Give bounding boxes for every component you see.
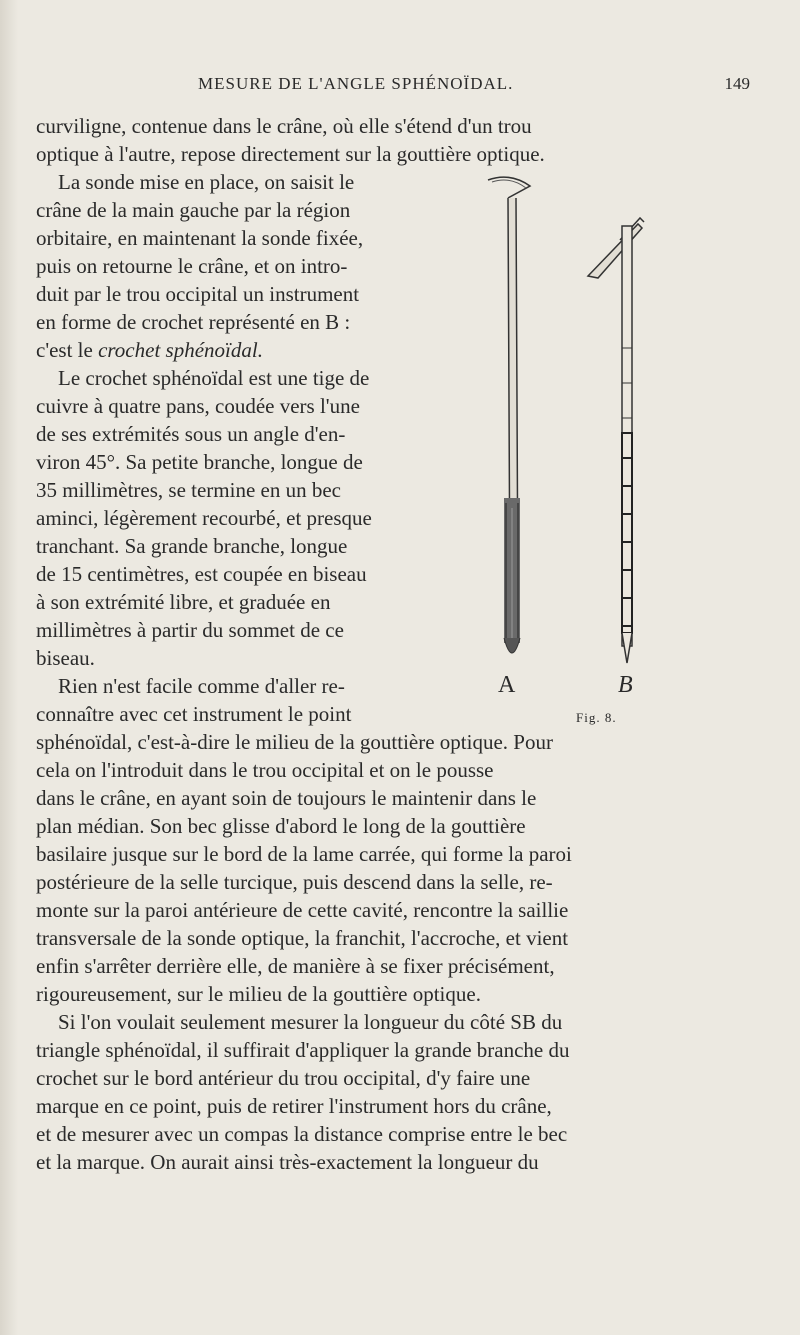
- text-line: monte sur la paroi antérieure de cette cavité, rencontre la saillie: [36, 898, 569, 922]
- text-line: en forme de crochet représenté en B :: [36, 310, 351, 334]
- text-line: enfin s'arrêter derrière elle, de manière à se fixer précisément,: [36, 954, 555, 978]
- text-line: cela on l'introduit dans le trou occipital et on le pousse: [36, 758, 494, 782]
- text-line: transversale de la sonde optique, la franchit, l'accroche, et vient: [36, 926, 569, 950]
- text-line: postérieure de la selle turcique, puis descend dans la selle, re-: [36, 870, 553, 894]
- text-line: et de mesurer avec un compas la distance comprise entre le bec: [36, 1122, 568, 1146]
- text-line: biseau.: [36, 646, 95, 670]
- text-line: à son extrémité libre, et graduée en: [36, 590, 331, 614]
- page-header: [60, 66, 750, 96]
- text-line: duit par le trou occipital un instrument: [36, 282, 360, 306]
- book-spine-shadow: [0, 0, 18, 1335]
- instrument-illustration: [470, 168, 670, 728]
- term-crochet-sphenoidal: crochet sphénoïdal.: [98, 338, 263, 362]
- text-line: plan médian. Son bec glisse d'abord le long de la gouttière: [36, 814, 526, 838]
- probe-a-drawing: [488, 177, 530, 653]
- text-line: marque en ce point, puis de retirer l'instrument hors du crâne,: [36, 1094, 552, 1118]
- text-line: [36, 336, 263, 364]
- text-line: 35 millimètres, se termine en un bec: [36, 478, 341, 502]
- text-line: cuivre à quatre pans, coudée vers l'une: [36, 394, 360, 418]
- figure-label-a: A: [498, 672, 516, 698]
- text-line: millimètres à partir du sommet de ce: [36, 618, 344, 642]
- text-line: La sonde mise en place, on saisit le: [58, 170, 355, 194]
- figure-8: [470, 168, 670, 758]
- figure-label-b: B: [618, 672, 633, 698]
- text-line: puis on retourne le crâne, et on intro-: [36, 254, 348, 278]
- text-line: Si l'on voulait seulement mesurer la longueur du côté SB du: [58, 1010, 563, 1034]
- figure-caption: Fig. 8.: [576, 710, 617, 725]
- text-line: de ses extrémités sous un angle d'en-: [36, 422, 346, 446]
- text-line: triangle sphénoïdal, il suffirait d'appliquer la grande branche du: [36, 1038, 570, 1062]
- running-title: MESURE DE L'ANGLE SPHÉNOÏDAL.: [198, 74, 514, 93]
- text-line: crochet sur le bord antérieur du trou occipital, d'y faire une: [36, 1066, 531, 1090]
- text-line: aminci, légèrement recourbé, et presque: [36, 506, 372, 530]
- text-line: dans le crâne, en ayant soin de toujours le maintenir dans le: [36, 786, 537, 810]
- text-line: tranchant. Sa grande branche, longue: [36, 534, 348, 558]
- text-line: crâne de la main gauche par la région: [36, 198, 351, 222]
- text-line: curviligne, contenue dans le crâne, où elle s'étend d'un trou: [36, 114, 532, 138]
- text-span: c'est le: [36, 338, 99, 362]
- crochet-b-drawing: [588, 218, 644, 663]
- text-line: basilaire jusque sur le bord de la lame carrée, qui forme la paroi: [36, 842, 572, 866]
- text-line: orbitaire, en maintenant la sonde fixée,: [36, 226, 364, 250]
- text-line: optique à l'autre, repose directement sur la gouttière optique.: [36, 142, 545, 166]
- text-line: Rien n'est facile comme d'aller re-: [58, 674, 345, 698]
- text-line: connaître avec cet instrument le point: [36, 702, 352, 726]
- text-line: rigoureusement, sur le milieu de la gouttière optique.: [36, 982, 481, 1006]
- text-line: viron 45°. Sa petite branche, longue de: [36, 450, 363, 474]
- text-line: de 15 centimètres, est coupée en biseau: [36, 562, 367, 586]
- text-line: sphénoïdal, c'est-à-dire le milieu de la gouttière optique. Pour: [36, 730, 553, 754]
- text-line: et la marque. On aurait ainsi très-exactement la longueur du: [36, 1150, 539, 1174]
- page-number: 149: [724, 74, 750, 93]
- text-line: Le crochet sphénoïdal est une tige de: [58, 366, 370, 390]
